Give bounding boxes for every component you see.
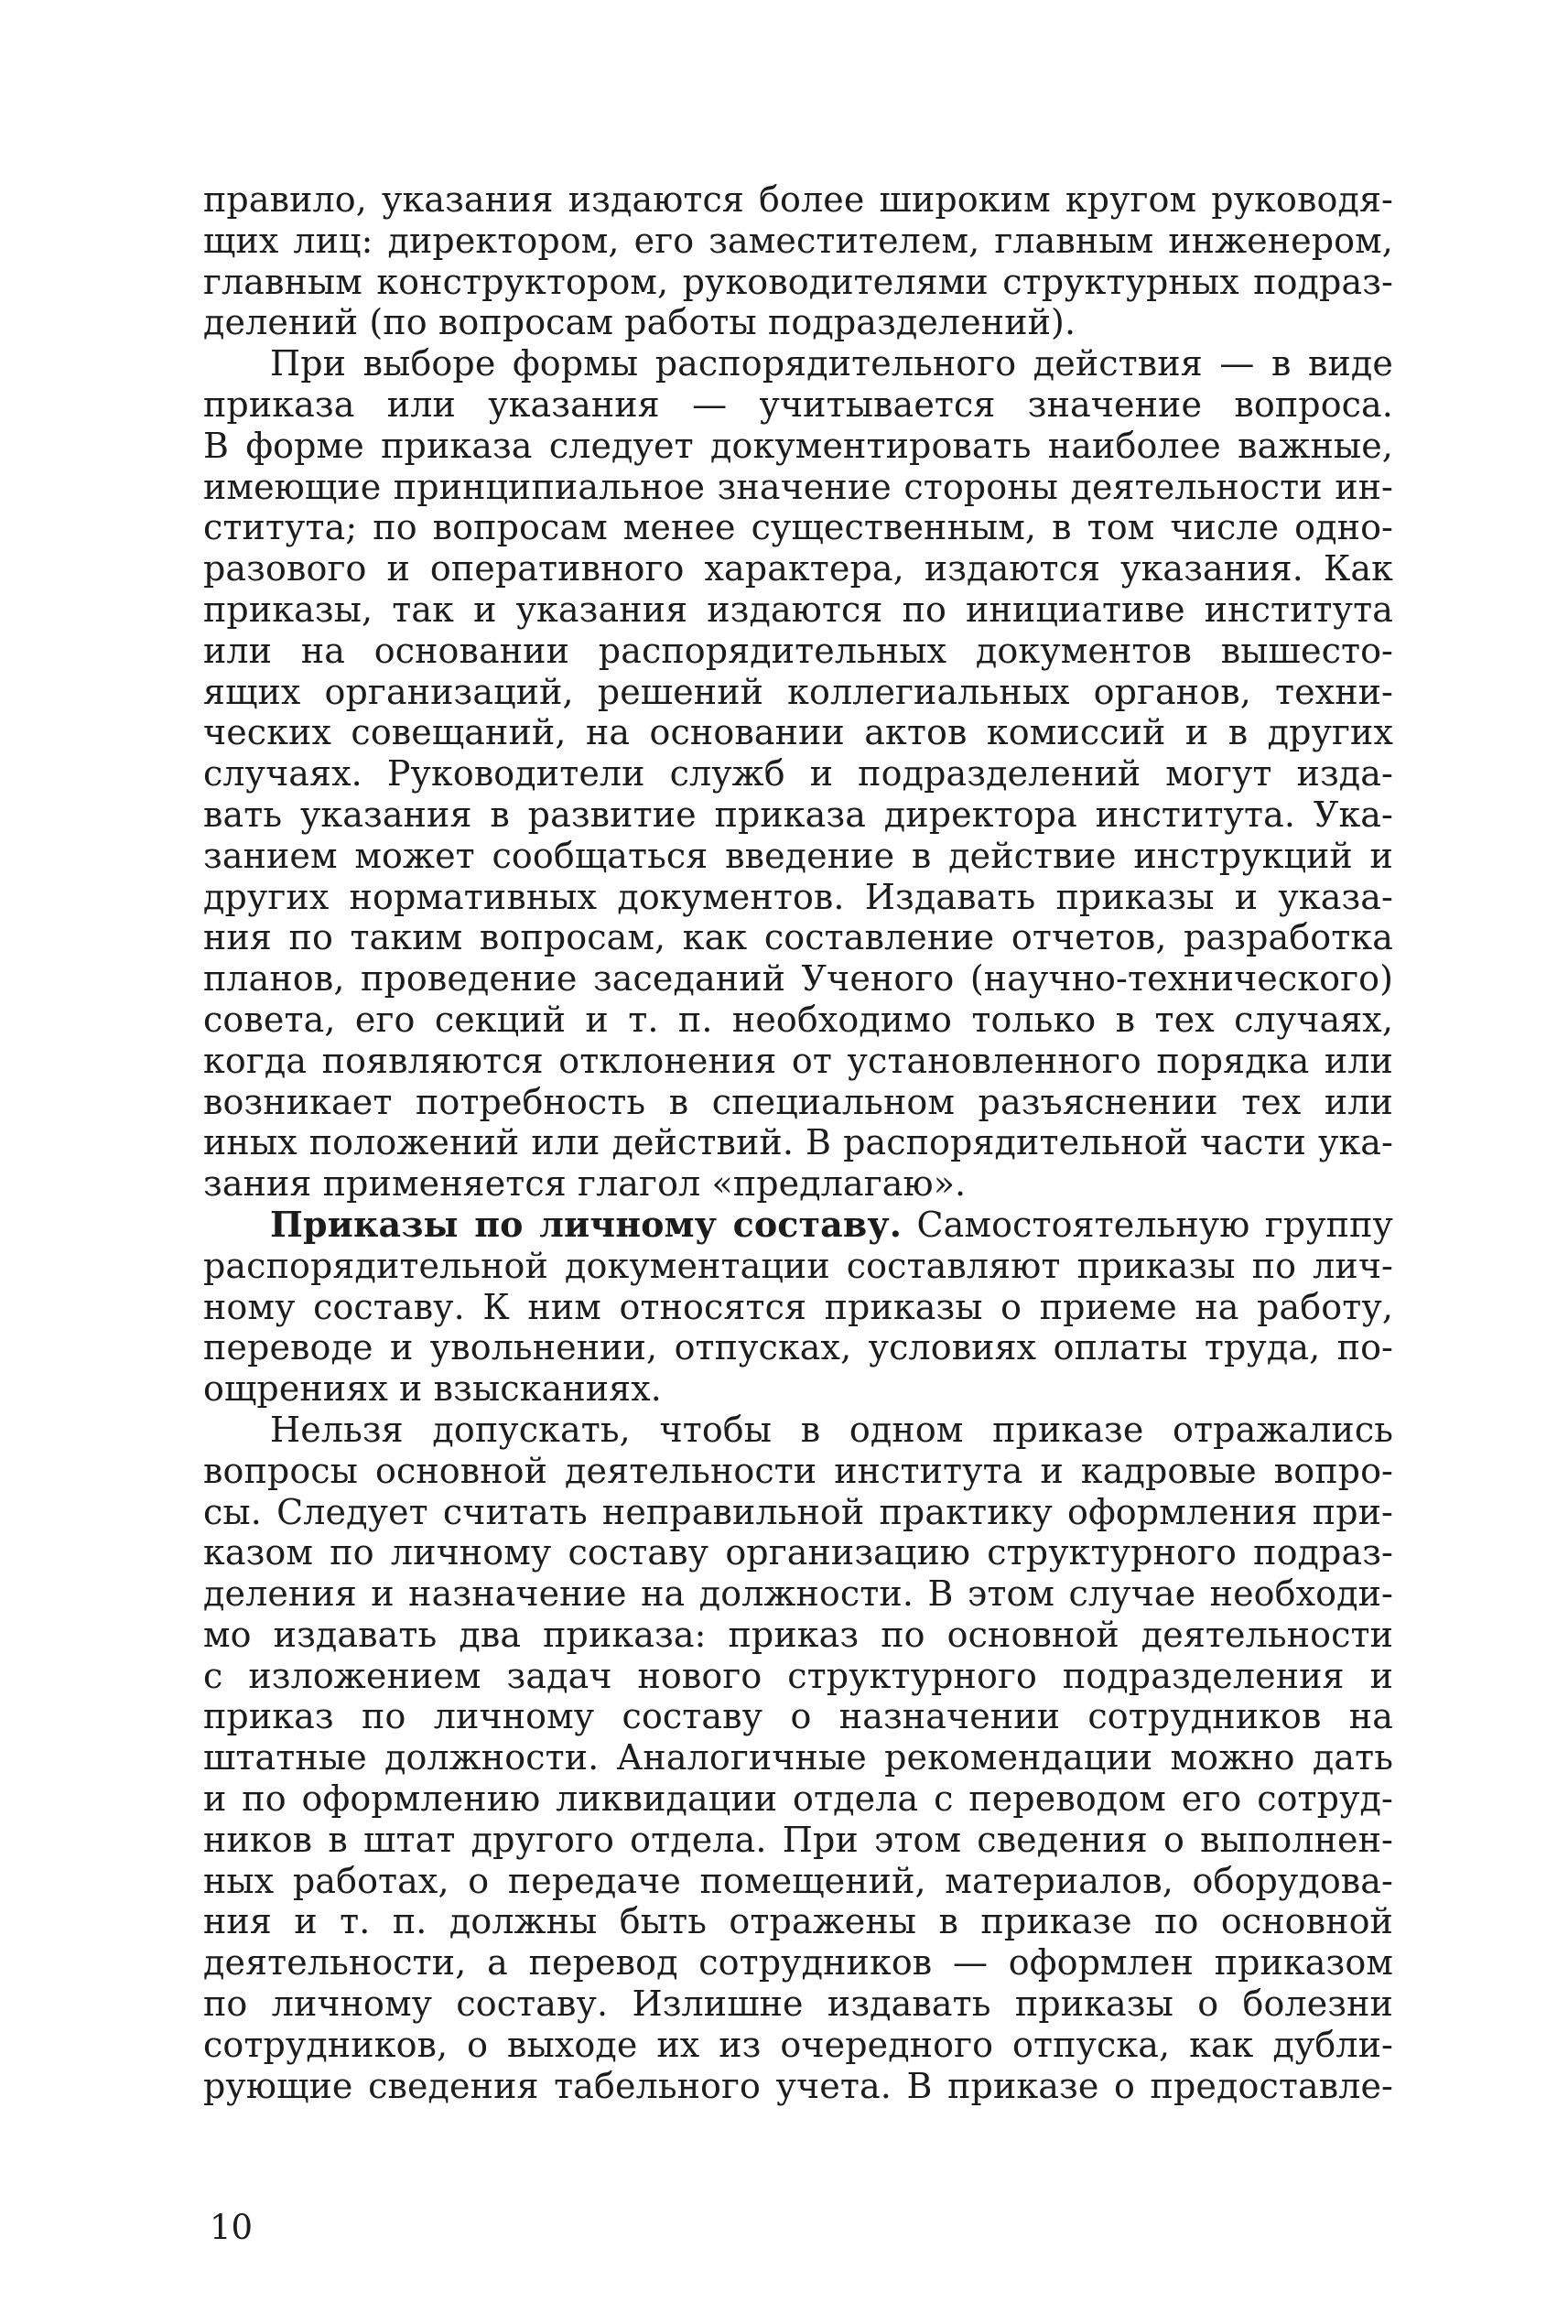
text-line: когда появляются отклонения от установленного порядка или (203, 1040, 1393, 1081)
text-line: Нельзя допускать, чтобы в одном приказе отражались (270, 1409, 1393, 1450)
section-heading: Приказы по личному составу. (270, 1203, 903, 1245)
text-line: ных работах, о передаче помещений, материалов, оборудова- (203, 1860, 1393, 1901)
text-line: совета, его секций и т. п. необходимо только в тех случаях, (203, 999, 1393, 1040)
text-line: правило, указания издаются более широким кругом руководя- (203, 179, 1393, 220)
text-line: имеющие принципиальное значение стороны деятельности ин- (203, 466, 1393, 507)
text-line: переводе и увольнении, отпусках, условиях оплаты труда, по- (203, 1327, 1393, 1368)
text-line: ния по таким вопросам, как составление отчетов, разработка (203, 917, 1393, 958)
text-line: ческих совещаний, на основании актов комиссий и в других (203, 712, 1393, 753)
text-line: При выборе формы распорядительного действия — в виде (270, 343, 1393, 384)
text-line: приказы, так и указания издаются по инициативе института (203, 589, 1393, 630)
text-line: ния и т. п. должны быть отражены в приказе по основной (203, 1901, 1393, 1942)
text-line: зания применяется глагол «предлагаю». (203, 1163, 967, 1205)
text-line: вать указания в развитие приказа директора института. Ука- (203, 794, 1393, 835)
text-line-with-heading (203, 1205, 1393, 1246)
text-line: случаях. Руководители служб и подразделений могут изда- (203, 753, 1393, 794)
text-line: деятельности, а перевод сотрудников — оформлен приказом (203, 1942, 1393, 1984)
text-line: приказ по личному составу о назначении сотрудников на (203, 1696, 1393, 1737)
text-line: ящих организаций, решений коллегиальных органов, техни- (203, 671, 1393, 712)
text-line: сы. Следует считать неправильной практику оформления при- (203, 1491, 1393, 1532)
text-line: ников в штат другого отдела. При этом сведения о выполнен- (203, 1819, 1393, 1860)
text-line: по личному составу. Излишне издавать приказы о болезни (203, 1984, 1393, 2025)
body-text (203, 179, 1393, 2106)
text-line: занием может сообщаться введение в действие инструкций и (203, 835, 1393, 876)
text-line: ощрениях и взысканиях. (203, 1368, 662, 1410)
text-line: щих лиц: директором, его заместителем, главным инженером, (203, 220, 1393, 261)
text-line: и по оформлению ликвидации отдела с переводом его сотруд- (203, 1778, 1393, 1820)
text-line-run: Самостоятельную группу (916, 1204, 1393, 1245)
text-line: сотрудников, о выходе их из очередного отпуска, как дубли- (203, 2024, 1393, 2065)
text-line: главным конструктором, руководителями структурных подраз- (203, 261, 1393, 302)
text-line: или на основании распорядительных документов вышесто- (203, 630, 1393, 671)
text-line: вопросы основной деятельности института и кадровые вопро- (203, 1450, 1393, 1491)
text-line: В форме приказа следует документировать наиболее важные, (203, 425, 1393, 466)
text-line: разового и оперативного характера, издаются указания. Как (203, 548, 1393, 589)
text-line: других нормативных документов. Издавать приказы и указа- (203, 876, 1393, 917)
text-line: деления и назначение на должности. В этом случае необходи- (203, 1573, 1393, 1615)
text-line: рующие сведения табельного учета. В приказе о предоставле- (203, 2065, 1393, 2106)
text-line: казом по личному составу организацию структурного подраз- (203, 1532, 1393, 1573)
text-line: делений (по вопросам работы подразделений). (203, 302, 1076, 343)
text-line: с изложением задач нового структурного подразделения и (203, 1655, 1393, 1696)
text-line: ному составу. К ним относятся приказы о приеме на работу, (203, 1286, 1393, 1327)
page-number: 10 (210, 2208, 254, 2247)
text-line: приказа или указания — учитывается значение вопроса. (203, 384, 1393, 425)
text-line: планов, проведение заседаний Ученого (научно-технического) (203, 958, 1393, 1000)
text-line: штатные должности. Аналогичные рекомендации можно дать (203, 1737, 1393, 1778)
text-line: мо издавать два приказа: приказ по основной деятельности (203, 1614, 1393, 1655)
text-line: возникает потребность в специальном разъяснении тех или (203, 1081, 1393, 1122)
text-line: ститута; по вопросам менее существенным, в том числе одно- (203, 507, 1393, 548)
text-line: иных положений или действий. В распорядительной части ука- (203, 1122, 1393, 1163)
text-line: распорядительной документации составляют приказы по лич- (203, 1245, 1393, 1286)
